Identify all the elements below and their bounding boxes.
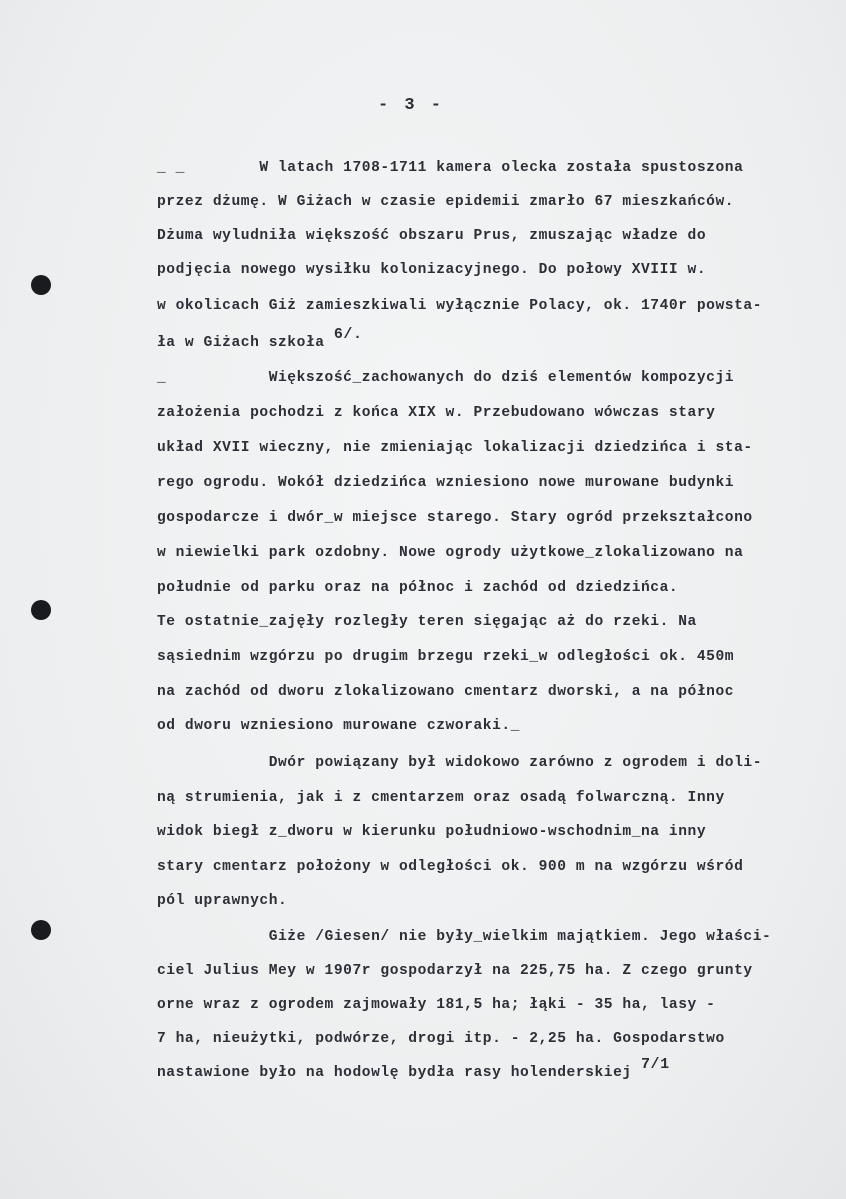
punch-hole bbox=[31, 920, 51, 940]
text-line: od dworu wzniesiono murowane czworaki._ bbox=[157, 718, 520, 734]
text-line: gospodarcze i dwór_w miejsce starego. Stary ogród przekształcono bbox=[157, 510, 753, 526]
page-number: - 3 - bbox=[378, 96, 445, 115]
text-line: założenia pochodzi z końca XIX w. Przebudowano wówczas stary bbox=[157, 405, 716, 421]
text-line: podjęcia nowego wysiłku kolonizacyjnego. Do połowy XVIII w. bbox=[157, 262, 707, 278]
text-line: Dwór powiązany był widokowo zarówno z ogrodem i doli- bbox=[157, 755, 762, 771]
punch-hole bbox=[31, 275, 51, 295]
punch-hole bbox=[31, 600, 51, 620]
text-line: widok biegł z_dworu w kierunku południowo-wschodnim_na inny bbox=[157, 824, 707, 840]
text-line: 7 ha, nieużytki, podwórze, drogi itp. - 2,25 ha. Gospodarstwo bbox=[157, 1031, 725, 1047]
text-line: rego ogrodu. Wokół dziedzińca wzniesiono nowe murowane budynki bbox=[157, 475, 735, 491]
footnote-7: 7/1 bbox=[641, 1056, 670, 1073]
text-line: pól uprawnych. bbox=[157, 893, 288, 909]
text-line: układ XVII wieczny, nie zmieniając lokalizacji dziedzińca i sta- bbox=[157, 440, 753, 456]
text-line bbox=[157, 1056, 670, 1083]
text-fragment: nastawione było na hodowlę bydła rasy holenderskiej bbox=[157, 1065, 641, 1081]
text-line: _ Większość_zachowanych do dziś elementów kompozycji bbox=[157, 370, 735, 386]
text-line bbox=[157, 326, 363, 353]
text-line: przez dżumę. W Giżach w czasie epidemii zmarło 67 mieszkańców. bbox=[157, 194, 735, 210]
text-line: Te ostatnie_zajęły rozległy teren sięgając aż do rzeki. Na bbox=[157, 614, 697, 630]
text-line: Dżuma wyludniła większość obszaru Prus, zmuszając władze do bbox=[157, 228, 707, 244]
text-line: na zachód od dworu zlokalizowano cmentarz dworski, a na północ bbox=[157, 684, 735, 700]
text-line: ną strumienia, jak i z cmentarzem oraz osadą folwarczną. Inny bbox=[157, 790, 725, 806]
text-line: orne wraz z ogrodem zajmowały 181,5 ha; łąki - 35 ha, lasy - bbox=[157, 997, 716, 1013]
text-line: w okolicach Giż zamieszkiwali wyłącznie Polacy, ok. 1740r powsta- bbox=[157, 298, 762, 314]
text-line: sąsiednim wzgórzu po drugim brzegu rzeki_w odległości ok. 450m bbox=[157, 649, 735, 665]
text-line: południe od parku oraz na północ i zachód od dziedzińca. bbox=[157, 580, 679, 596]
text-line: stary cmentarz położony w odległości ok. 900 m na wzgórzu wśród bbox=[157, 859, 744, 875]
text-fragment: ła w Giżach szkoła bbox=[157, 335, 334, 351]
footnote-6: 6/. bbox=[333, 326, 363, 343]
text-line: ciel Julius Mey w 1907r gospodarzył na 225,75 ha. Z czego grunty bbox=[157, 963, 753, 979]
text-line: w niewielki park ozdobny. Nowe ogrody użytkowe_zlokalizowano na bbox=[157, 545, 744, 561]
text-line: _ _ W latach 1708-1711 kamera olecka została spustoszona bbox=[157, 160, 744, 176]
text-line: Giże /Giesen/ nie były_wielkim majątkiem. Jego właści- bbox=[157, 929, 772, 945]
